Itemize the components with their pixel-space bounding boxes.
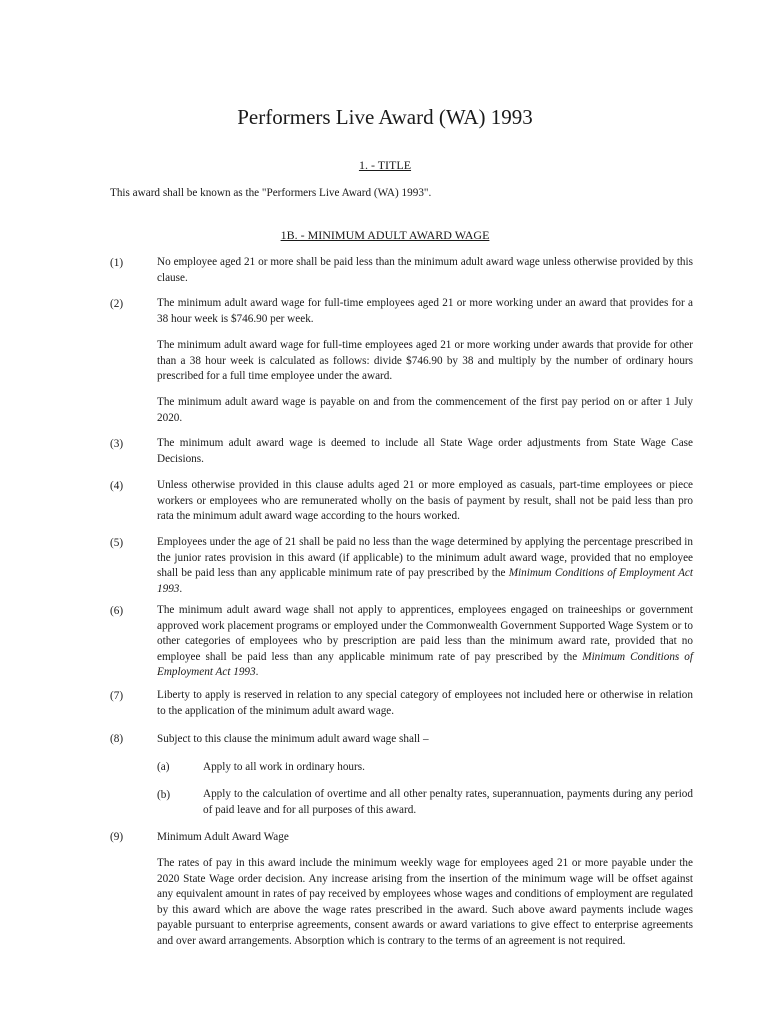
clause-text: Employees under the age of 21 shall be paid no less than the wage determined by applying the percentage prescribed in the junior rates provision in this award (if applicable) to the minimum adult award wage, provided that no employee shall be paid less than any applicable minimum rate of pay prescribed by the Minimum Conditions of Employment Act 1993.	[157, 536, 694, 595]
clause-number: (2)	[110, 298, 124, 310]
act-citation: Minimum Conditions of Employment Act 1993	[157, 650, 694, 679]
subclause-number: (a)	[157, 761, 170, 773]
clause-text: The minimum adult award wage for full-time employees aged 21 or more working under an award that provides for a 38 hour week is $746.90 per week.	[157, 297, 693, 325]
subclause-text: Apply to all work in ordinary hours.	[203, 761, 365, 773]
clause-number: (1)	[110, 257, 124, 269]
act-citation: Minimum Conditions of Employment Act 1993	[157, 567, 694, 595]
clause-text: Minimum Adult Award Wage	[157, 831, 289, 843]
document-title: Performers Live Award (WA) 1993	[237, 105, 533, 129]
subclause-number: (b)	[157, 789, 171, 801]
clause-paragraph: The rates of pay in this award include the minimum weekly wage for employees aged 21 or more payable under the 2020 State Wage order decision. Any increase arising from the insertion of the minimum wage will be offset against any equivalent amount in rates of pay received by employees whose wages and conditions of employment are regulated by this award which are above the wage rates prescribed in the award. Such above award payments include wages payable pursuant to enterprise agreements, consent awards or award variations to give effect to enterprise agreements and over award arrangements. Absorption which is contrary to the terms of an agreement is not required.	[157, 857, 693, 947]
title-statement: This award shall be known as the "Performers Live Award (WA) 1993".	[110, 187, 432, 199]
subclause-text: Apply to the calculation of overtime and all other penalty rates, superannuation, payments during any period of paid leave and for all purposes of this award.	[203, 788, 693, 816]
clause-paragraph: The minimum adult award wage for full-time employees aged 21 or more working under awards that provide for other than a 38 hour week is calculated as follows: divide $746.90 by 38 and multiply by the number of ordinary hours prescribed for a full time employee under the award.	[157, 339, 693, 383]
clause-number: (3)	[110, 438, 124, 450]
clause-number: (5)	[110, 537, 124, 549]
clause-text: The minimum adult award wage is deemed to include all State Wage order adjustments from State Wage Case Decisions.	[157, 437, 693, 465]
clause-number: (8)	[110, 733, 124, 745]
section-heading-title: 1. - TITLE	[358, 158, 412, 172]
clause-text: Unless otherwise provided in this clause adults aged 21 or more employed as casuals, part-time employees or piece workers or employees who are remunerated wholly on the basis of payment by result, shall not be paid less than pro rata the minimum adult award wage according to the hours worked.	[157, 479, 693, 523]
clause-text: Subject to this clause the minimum adult award wage shall –	[157, 733, 429, 745]
clause-number: (9)	[110, 831, 124, 843]
clause-number: (4)	[110, 480, 124, 492]
clause-number: (6)	[110, 605, 124, 617]
clause-number: (7)	[110, 690, 124, 702]
clause-paragraph: The minimum adult award wage is payable on and from the commencement of the first pay period on or after 1 July 2020.	[157, 396, 693, 424]
clause-text: No employee aged 21 or more shall be paid less than the minimum adult award wage unless otherwise provided by this clause.	[157, 256, 693, 284]
clause-text: Liberty to apply is reserved in relation to any special category of employees not included here or otherwise in relation to the application of the minimum adult award wage.	[157, 689, 693, 717]
section-heading-minimum-wage: 1B. - MINIMUM ADULT AWARD WAGE	[280, 228, 490, 242]
clause-text: The minimum adult award wage shall not apply to apprentices, employees engaged on traineeships or government approved work placement programs or employed under the Commonwealth Government Supported Wage System or to other categories of employees who by prescription are paid less than the minimum award rate, provided that no employee shall be paid less than any applicable minimum rate of pay prescribed by the Minimum Conditions of Employment Act 1993.	[157, 604, 694, 679]
